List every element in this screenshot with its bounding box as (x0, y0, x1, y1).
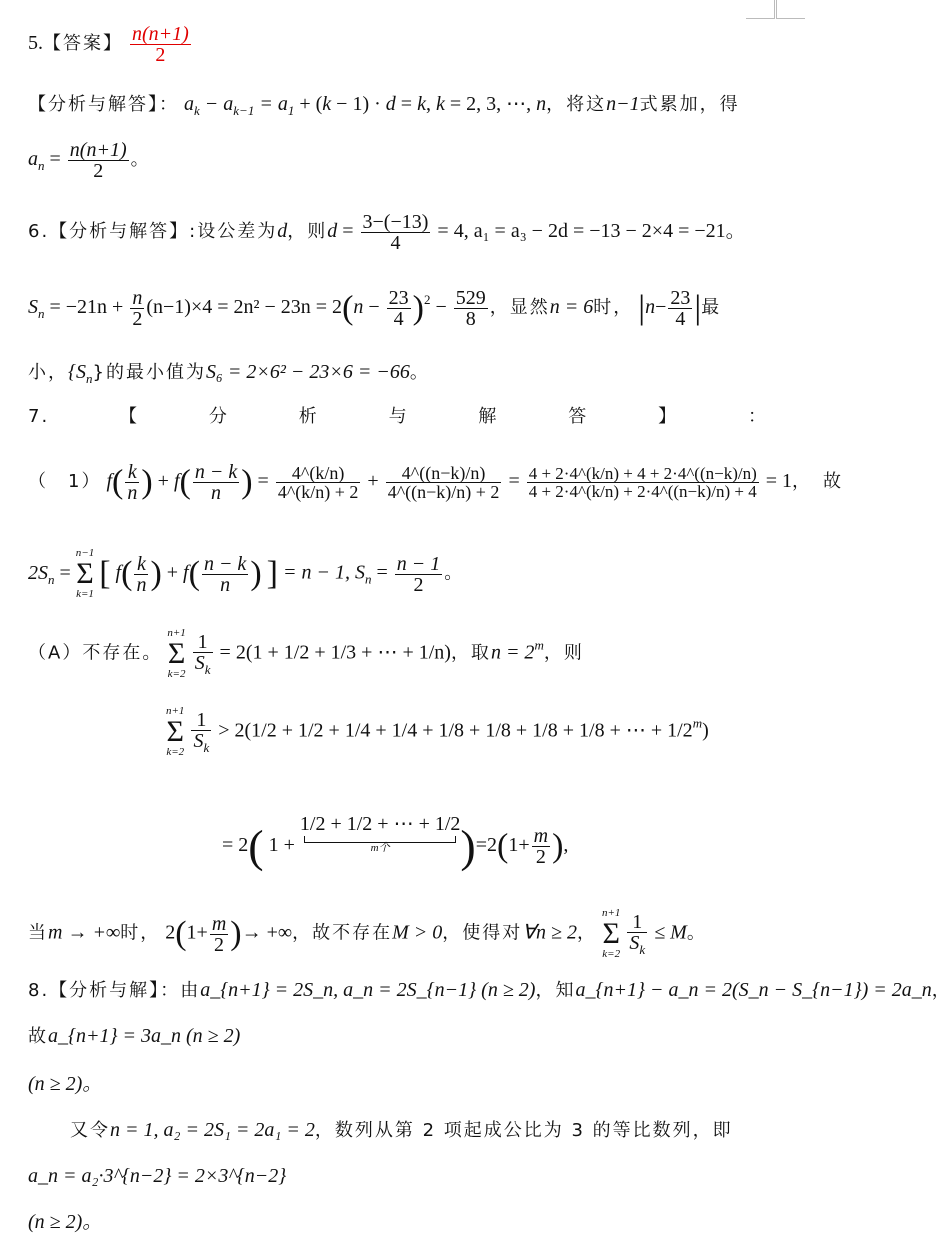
p7-sigma-2: n+1 Σ k=2 (167, 627, 186, 680)
p7-frac-3: $\frac{4 + 2\cdot 4\^{}(k/n) + 4 + 2\cdot 4\^{}((n-k)/n)}{4 + 2\cdot 4\^{}(k/n) + 2\cdot 4\^{}((n-k)/n) + 4}$ (528, 464, 757, 501)
p5-answer-fraction: $\frac{n(n+1)}{2}$ (132, 23, 189, 66)
p6-sn-fraction-3: $\frac{529}{8}$ (455, 287, 486, 330)
p7-sn-fraction: $\frac{n - 1}{2}$ (396, 552, 441, 596)
p6-line-1: 6.【分析与解答】:设公差为d，则d = $\frac{3-(-13)}{4}$ = 4, a₁ = a₃ − 2d = −13 − 2×4 = −21。 (28, 211, 746, 254)
p7-partA-line: （A）不存在。 n+1 Σ k=2 $\frac{1}{S_k}$ = 2(1 + 1/2 + 1/3 + ⋯ + 1/n)，取$n = 2^m$，则 (28, 627, 584, 680)
p7-conclusion-line: 当m → +∞时， 2(1+ $\frac{m}{2}$ )→ +∞，故不存在M > 0，使得对∀n ≥ 2， n+1 Σ k=2 $\frac{1}{S_k}$ ≤ M。 (28, 907, 707, 960)
p5-answer-line (28, 24, 193, 65)
p8-line-4: 又令n = 1, a₂ = 2S₁ = 2a₁ = 2，数列从第 2 项起成公比为 3 的等比数列，即 (70, 1119, 733, 1141)
p6-sn-fraction-2: $\frac{23}{4}$ (388, 287, 409, 330)
p7-sigma-1: n−1 Σ k=1 (75, 547, 95, 600)
p6-min-value: S₆ = 2×6² − 23×6 = −66 (205, 361, 410, 383)
p6-heading: 6.【分析与解答】: (28, 221, 198, 243)
p8-line-6: (n ≥ 2)。 (28, 1211, 103, 1233)
p7-heading: 7. 【 分 析 与 解 答 】 ： (28, 406, 768, 427)
p7-sigma-3: n+1 Σ k=2 (166, 705, 185, 758)
p5-number: 5. (28, 32, 43, 55)
p5-answer-tag: 【答案】 (43, 33, 123, 55)
p8-line-5: a_n = a₂·3^{n−2} = 2×3^{n−2} (28, 1165, 287, 1187)
p8-line-3: (n ≥ 2)。 (28, 1073, 103, 1095)
p5-equation: $a_k - a_{k-1} = a_1 + (k - 1) \cdot d = k$, k = 2, 3, ⋯, n (184, 93, 547, 118)
page-corner-mark-left (746, 0, 775, 19)
p8-line-2: 故a_{n+1} = 3a_n (n ≥ 2) (28, 1025, 241, 1047)
p6-line-2: $S_n = -21n$ + $\frac{n}{2}$ (n−1)×4 = 2n² − 23n = 2(n − $\frac{23}{4}$ )$^2$ − $\frac{529}{8}$ ，显然n = 6时， |n− $\frac{23}{4}$ |最 (28, 287, 722, 330)
p7-m-count-label: m个 (370, 842, 390, 854)
p7-f-arg-2: $\frac{n - k}{n}$ (194, 461, 238, 504)
p7-inequality-line: n+1 Σ k=2 $\frac{1}{S_k}$ > 2(1/2 + 1/2 + 1/4 + 1/4 + 1/8 + 1/8 + 1/8 + 1/8 + ⋯ + $1/2^m$) (166, 705, 709, 758)
p6-sn-fraction-1: $\frac{n}{2}$ (132, 287, 143, 330)
p7-inequality: > 2(1/2 + 1/2 + 1/4 + 1/4 + 1/8 + 1/8 + 1/8 + 1/8 + ⋯ + 1/2 (218, 719, 693, 742)
p6-sn-lhs: $S_n$ (28, 296, 45, 322)
p8-heading: 8.【分析与解】： (28, 980, 181, 1001)
p7-frac-2: $\frac{4\^{}((n-k)/n)}{4\^{}((n-k)/n) + 2}$ (387, 463, 500, 502)
p7-sum-line: $2S_n$ = n−1 Σ k=1 [ f( $\frac{k}{n}$ ) + f( $\frac{n - k}{n}$ ) ] = n − 1, $S_n$ = $\frac{n - 1}{2}$ 。 (28, 547, 465, 600)
p6-d-fraction: $\frac{3-(-13)}{4}$ (362, 211, 429, 254)
p7-part1-line: （ 1） f( $\frac{k}{n}$ ) + f( $\frac{n - k}{n}$ ) = $\frac{4\^{}(k/n)}{4\^{}(k/n) + 2}$ + $\frac{4\^{}((n-k)/n)}{4\^{}((n-k)/n) + 2}$ = $\frac{4 + 2\cdot 4\^{}(k/n) + 4 + 2\cdot 4\^{}((n-k)/n)}{4 + 2\cdot 4\^{}(k/n) + 2\cdot 4\^{}((n-k)/n) + 4}$ = 1， 故 (28, 461, 844, 504)
p5-analysis-tag: 【分析与解答】： (28, 94, 179, 115)
p6-line-3: 小，$\{S_n\}$的最小值为S₆ = 2×6² − 23×6 = −66。 (28, 361, 430, 386)
p6-d-var: d (277, 220, 288, 243)
p7-underbrace-group: 1/2 + 1/2 + ⋯ + 1/2 m个 (299, 813, 461, 854)
p5-result-fraction: $\frac{n(n+1)}{2}$ (69, 139, 127, 182)
p7-equality-line: = 2( 1 + 1/2 + 1/2 + ⋯ + 1/2 m个 )=2(1+ $\frac{m}{2}$ ), (222, 813, 569, 872)
p5-analysis-line: 【分析与解答】： $a_k - a_{k-1} = a_1 + (k - 1) \cdot d = k$, k = 2, 3, ⋯, n，将这n−1式累加，得 (28, 93, 740, 118)
page-corner-mark-right (776, 0, 805, 19)
p6-d-result: = 4, a₁ = a₃ − 2d = −13 − 2×4 = −21。 (437, 220, 746, 243)
p6-set: {$S_n$ (68, 361, 93, 386)
p7-sigma-4: n+1 Σ k=2 (601, 907, 621, 960)
p7-f-arg-1: $\frac{k}{n}$ (127, 461, 138, 504)
p6-abs-fraction: $\frac{23}{4}$ (670, 287, 691, 330)
p8-line-1: 8.【分析与解】：由a_{n+1} = 2S_n, a_n = 2S_{n−1} (n ≥ 2)，知a_{n+1} − a_n = 2(S_n − S_{n−1}) = 2a_n， (28, 979, 952, 1001)
p5-result-lhs: $a_n$ = (28, 148, 61, 174)
p5-result-line: $a_n$ = $\frac{n(n+1)}{2}$ 。 (28, 139, 151, 182)
p7-frac-1: $\frac{4\^{}(k/n)}{4\^{}(k/n) + 2}$ (277, 463, 359, 502)
p7-partA-eq: = 2(1 + 1/2 + 1/3 + ⋯ + 1/n) (219, 641, 451, 664)
